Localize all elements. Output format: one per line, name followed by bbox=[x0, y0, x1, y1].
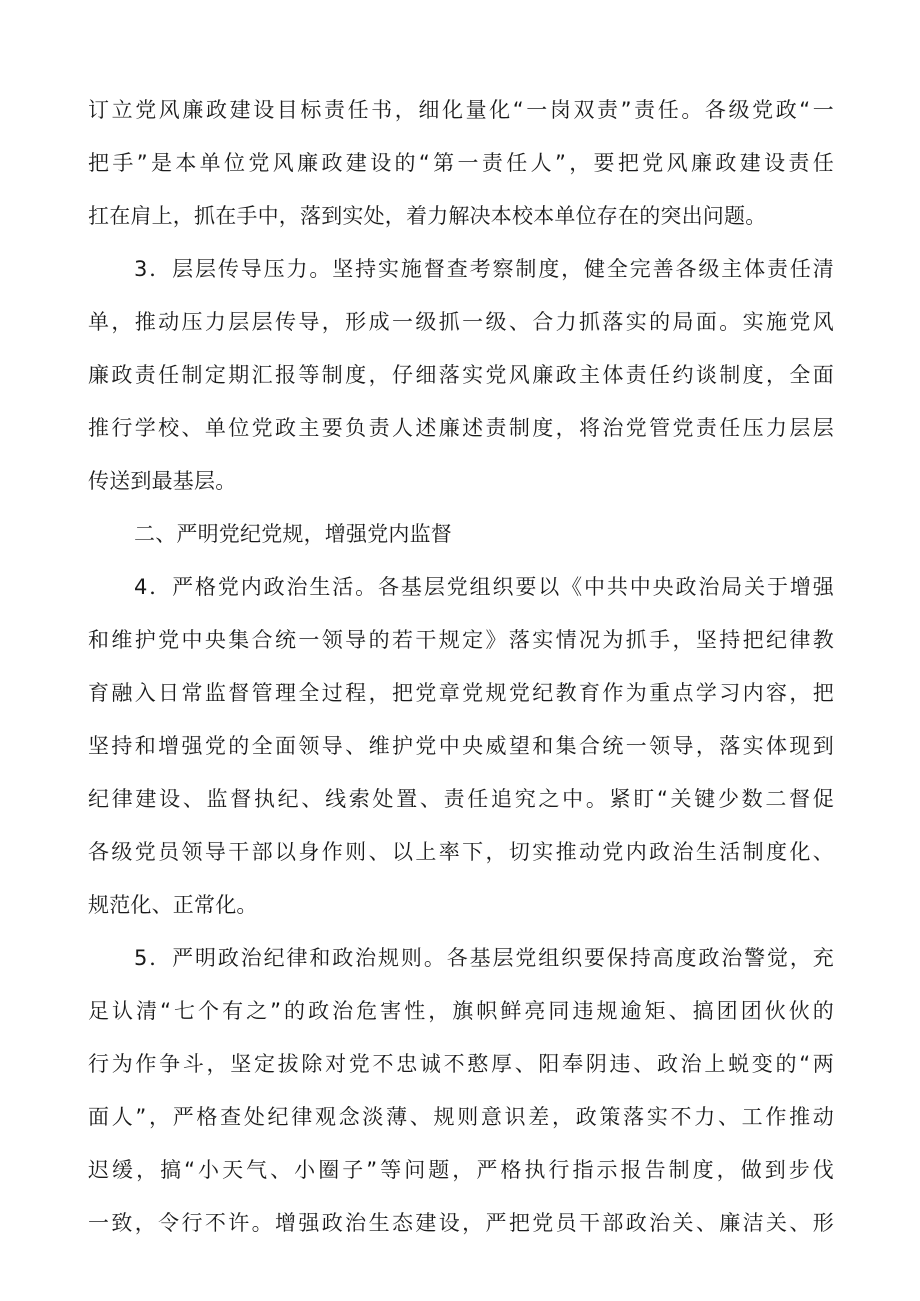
text-line: 足认清“七个有之”的政治危害性，旗帜鲜亮同违规逾矩、搞团团伙伙的 bbox=[88, 999, 834, 1023]
text-line: 面人”，严格查处纪律观念淡薄、规则意识差，政策落实不力、工作推动 bbox=[88, 1105, 834, 1129]
text-line: 纪律建设、监督执纪、线索处置、责任追究之中。紧盯“关键少数二督促 bbox=[88, 787, 834, 811]
text-line: 规范化、正常化。 bbox=[88, 893, 258, 917]
item-5-heading-line: 5．严明政治纪律和政治规则。各基层党组织要保持高度政治警觉，充 bbox=[134, 946, 834, 970]
text-line: 坚持和增强党的全面领导、维护党中央威望和集合统一领导，落实体现到 bbox=[88, 734, 834, 758]
text-line: 一致，令行不许。增强政治生态建设，严把党员干部政治关、廉洁关、形 bbox=[88, 1211, 834, 1235]
text-line: 育融入日常监督管理全过程，把党章党规党纪教育作为重点学习内容，把 bbox=[88, 681, 834, 705]
item-4-heading-line: 4．严格党内政治生活。各基层党组织要以《中共中央政治局关于增强 bbox=[134, 575, 834, 599]
text-line: 订立党风廉政建设目标责任书，细化量化“一岗双责”责任。各级党政“一 bbox=[88, 98, 834, 122]
text-line: 廉政责任制定期汇报等制度，仔细落实党风廉政主体责任约谈制度，全面 bbox=[88, 363, 834, 387]
text-line: 行为作争斗，坚定拔除对党不忠诚不憨厚、阳奉阴违、政治上蜕变的“两 bbox=[88, 1052, 834, 1076]
text-line: 推行学校、单位党政主要负责人述廉述责制度，将治党管党责任压力层层 bbox=[88, 416, 834, 440]
text-line: 迟缓，搞“小天气、小圈子”等问题，严格执行指示报告制度，做到步伐 bbox=[88, 1158, 834, 1182]
text-line: 把手”是本单位党风廉政建设的“第一责任人”，要把党风廉政建设责任 bbox=[88, 151, 834, 175]
text-line: 传送到最基层。 bbox=[88, 469, 237, 493]
text-line: 扛在肩上，抓在手中，落到实处，着力解决本校本单位存在的突出问题。 bbox=[88, 204, 767, 228]
text-line: 单，推动压力层层传导，形成一级抓一级、合力抓落实的局面。实施党风 bbox=[88, 310, 834, 334]
text-line: 和维护党中央集合统一领导的若干规定》落实情况为抓手，坚持把纪律教 bbox=[88, 628, 834, 652]
item-3-heading-line: 3．层层传导压力。坚持实施督查考察制度，健全完善各级主体责任清 bbox=[134, 257, 834, 281]
text-line: 各级党员领导干部以身作则、以上率下，切实推动党内政治生活制度化、 bbox=[88, 840, 834, 864]
section-heading: 二、严明党纪党规，增强党内监督 bbox=[134, 522, 452, 546]
